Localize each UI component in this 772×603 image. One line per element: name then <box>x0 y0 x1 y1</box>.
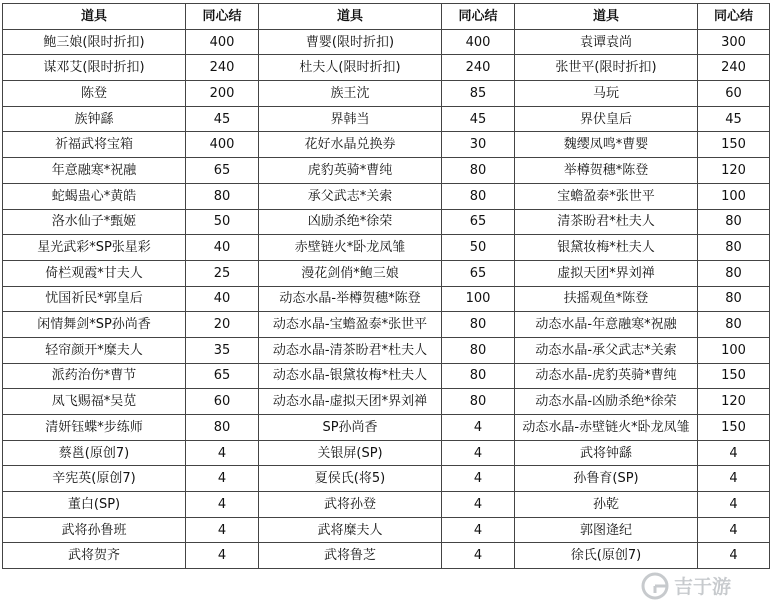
item-name-cell: 郭图逄纪 <box>515 517 698 543</box>
cost-cell: 65 <box>186 158 259 184</box>
table-row <box>3 492 770 518</box>
cost-cell: 120 <box>698 158 770 184</box>
table-row <box>3 389 770 415</box>
table-row <box>3 81 770 107</box>
item-name-cell: 孙乾 <box>515 492 698 518</box>
table-row <box>3 363 770 389</box>
cost-cell: 240 <box>442 55 515 81</box>
item-name-cell: 虎豹英骑*曹纯 <box>259 158 442 184</box>
item-name-cell: 动态水晶-虎豹英骑*曹纯 <box>515 363 698 389</box>
item-name-cell: 清茶盼君*杜夫人 <box>515 209 698 235</box>
item-name-cell: 动态水晶-赤壁链火*卧龙凤雏 <box>515 415 698 441</box>
item-name-cell: 曹婴(限时折扣) <box>259 29 442 55</box>
cost-cell: 4 <box>442 492 515 518</box>
cost-cell: 80 <box>442 312 515 338</box>
item-name-cell: 蔡邕(原创7) <box>3 440 186 466</box>
cost-cell: 150 <box>698 363 770 389</box>
item-name-cell: 关银屏(SP) <box>259 440 442 466</box>
table-row <box>3 543 770 569</box>
cost-cell: 4 <box>698 466 770 492</box>
item-name-cell: 武将鲁芝 <box>259 543 442 569</box>
cost-cell: 4 <box>698 543 770 569</box>
cost-cell: 80 <box>698 260 770 286</box>
g-logo-icon <box>643 574 667 598</box>
cost-cell: 100 <box>698 337 770 363</box>
item-name-cell: 漫花剑俏*鲍三娘 <box>259 260 442 286</box>
item-name-cell: 凶励杀绝*徐荣 <box>259 209 442 235</box>
cost-cell: 4 <box>698 440 770 466</box>
cost-cell: 240 <box>698 55 770 81</box>
cost-cell: 150 <box>698 415 770 441</box>
item-name-cell: 花好水晶兑换券 <box>259 132 442 158</box>
item-name-cell: 动态水晶-凶励杀绝*徐荣 <box>515 389 698 415</box>
cost-cell: 30 <box>442 132 515 158</box>
cost-cell: 400 <box>186 29 259 55</box>
table-row <box>3 29 770 55</box>
cost-cell: 4 <box>186 492 259 518</box>
item-name-cell: 举樽贺穗*陈登 <box>515 158 698 184</box>
item-name-cell: 倚栏观霞*甘夫人 <box>3 260 186 286</box>
cost-cell: 80 <box>442 363 515 389</box>
table-row <box>3 440 770 466</box>
item-name-cell: 张世平(限时折扣) <box>515 55 698 81</box>
cost-cell: 80 <box>698 209 770 235</box>
item-name-cell: 年意融寒*祝融 <box>3 158 186 184</box>
item-name-cell: 夏侯氏(将5) <box>259 466 442 492</box>
item-name-cell: 界伏皇后 <box>515 106 698 132</box>
cost-cell: 80 <box>442 389 515 415</box>
cost-cell: 85 <box>442 81 515 107</box>
column-header-item: 道具 <box>515 4 698 30</box>
cost-cell: 100 <box>442 286 515 312</box>
table-row <box>3 106 770 132</box>
item-name-cell: 赤壁链火*卧龙凤雏 <box>259 235 442 261</box>
item-name-cell: 闲情舞剑*SP孙尚香 <box>3 312 186 338</box>
cost-cell: 45 <box>186 106 259 132</box>
table-row <box>3 209 770 235</box>
column-header-item: 道具 <box>3 4 186 30</box>
cost-cell: 35 <box>186 337 259 363</box>
item-name-cell: 银黛妆梅*杜夫人 <box>515 235 698 261</box>
item-name-cell: SP孙尚香 <box>259 415 442 441</box>
item-name-cell: 洛水仙子*甄姬 <box>3 209 186 235</box>
item-name-cell: 武将糜夫人 <box>259 517 442 543</box>
cost-cell: 400 <box>186 132 259 158</box>
item-name-cell: 蛇蝎蛊心*黄皓 <box>3 183 186 209</box>
item-name-cell: 武将贺齐 <box>3 543 186 569</box>
cost-cell: 4 <box>442 466 515 492</box>
item-name-cell: 鲍三娘(限时折扣) <box>3 29 186 55</box>
cost-cell: 50 <box>186 209 259 235</box>
item-name-cell: 派药治伤*曹节 <box>3 363 186 389</box>
cost-cell: 80 <box>186 415 259 441</box>
watermark-text: 吉于游 <box>674 576 732 598</box>
cost-cell: 80 <box>442 337 515 363</box>
cost-cell: 40 <box>186 286 259 312</box>
table-row <box>3 337 770 363</box>
cost-cell: 4 <box>442 517 515 543</box>
item-name-cell: 谋邓艾(限时折扣) <box>3 55 186 81</box>
table-row <box>3 517 770 543</box>
item-name-cell: 孙鲁育(SP) <box>515 466 698 492</box>
column-header-cost: 同心结 <box>698 4 770 30</box>
cost-cell: 25 <box>186 260 259 286</box>
cost-cell: 65 <box>442 260 515 286</box>
item-name-cell: 武将钟繇 <box>515 440 698 466</box>
cost-cell: 100 <box>698 183 770 209</box>
table-body <box>3 29 770 568</box>
cost-cell: 4 <box>442 440 515 466</box>
cost-cell: 80 <box>442 158 515 184</box>
item-name-cell: 动态水晶-宝蟾盈泰*张世平 <box>259 312 442 338</box>
cost-cell: 400 <box>442 29 515 55</box>
table-header-row <box>3 4 770 30</box>
table-row <box>3 260 770 286</box>
cost-cell: 45 <box>442 106 515 132</box>
table-row <box>3 55 770 81</box>
cost-cell: 4 <box>186 466 259 492</box>
cost-cell: 60 <box>186 389 259 415</box>
cost-cell: 50 <box>442 235 515 261</box>
table-row <box>3 415 770 441</box>
item-name-cell: 董白(SP) <box>3 492 186 518</box>
cost-cell: 150 <box>698 132 770 158</box>
cost-cell: 20 <box>186 312 259 338</box>
item-name-cell: 忧国祈民*郭皇后 <box>3 286 186 312</box>
item-name-cell: 动态水晶-清茶盼君*杜夫人 <box>259 337 442 363</box>
cost-cell: 4 <box>442 415 515 441</box>
item-name-cell: 武将孙鲁班 <box>3 517 186 543</box>
cost-cell: 65 <box>186 363 259 389</box>
cost-cell: 4 <box>186 517 259 543</box>
table-row <box>3 286 770 312</box>
cost-cell: 40 <box>186 235 259 261</box>
item-name-cell: 星光武彩*SP张星彩 <box>3 235 186 261</box>
cost-cell: 80 <box>442 183 515 209</box>
item-name-cell: 界韩当 <box>259 106 442 132</box>
cost-cell: 4 <box>698 517 770 543</box>
column-header-cost: 同心结 <box>442 4 515 30</box>
gift-exchange-table <box>2 3 770 569</box>
cost-cell: 200 <box>186 81 259 107</box>
item-name-cell: 袁谭袁尚 <box>515 29 698 55</box>
item-name-cell: 宝蟾盈泰*张世平 <box>515 183 698 209</box>
table-row <box>3 158 770 184</box>
cost-cell: 80 <box>698 312 770 338</box>
cost-cell: 4 <box>186 543 259 569</box>
item-name-cell: 动态水晶-承父武志*关索 <box>515 337 698 363</box>
cost-cell: 80 <box>698 235 770 261</box>
table-row <box>3 235 770 261</box>
item-name-cell: 族王沈 <box>259 81 442 107</box>
item-name-cell: 马玩 <box>515 81 698 107</box>
cost-cell: 65 <box>442 209 515 235</box>
cost-cell: 4 <box>442 543 515 569</box>
item-name-cell: 武将孙登 <box>259 492 442 518</box>
watermark <box>640 571 768 601</box>
item-name-cell: 动态水晶-虚拟天团*界刘禅 <box>259 389 442 415</box>
item-name-cell: 轻帘颜开*糜夫人 <box>3 337 186 363</box>
item-name-cell: 凤飞赐福*吴苋 <box>3 389 186 415</box>
cost-cell: 4 <box>186 440 259 466</box>
cost-cell: 240 <box>186 55 259 81</box>
cost-cell: 4 <box>698 492 770 518</box>
item-name-cell: 承父武志*关索 <box>259 183 442 209</box>
cost-cell: 45 <box>698 106 770 132</box>
column-header-item: 道具 <box>259 4 442 30</box>
table-row <box>3 132 770 158</box>
item-name-cell: 动态水晶-银黛妆梅*杜夫人 <box>259 363 442 389</box>
item-name-cell: 动态水晶-举樽贺穗*陈登 <box>259 286 442 312</box>
item-name-cell: 族钟繇 <box>3 106 186 132</box>
item-name-cell: 徐氏(原创7) <box>515 543 698 569</box>
table-row <box>3 312 770 338</box>
cost-cell: 80 <box>698 286 770 312</box>
cost-cell: 120 <box>698 389 770 415</box>
cost-cell: 80 <box>186 183 259 209</box>
item-name-cell: 虚拟天团*界刘禅 <box>515 260 698 286</box>
item-name-cell: 杜夫人(限时折扣) <box>259 55 442 81</box>
item-name-cell: 扶摇观鱼*陈登 <box>515 286 698 312</box>
item-name-cell: 祈福武将宝箱 <box>3 132 186 158</box>
item-name-cell: 魏缨凤鸣*曹婴 <box>515 132 698 158</box>
item-name-cell: 陈登 <box>3 81 186 107</box>
cost-cell: 300 <box>698 29 770 55</box>
table-row <box>3 466 770 492</box>
column-header-cost: 同心结 <box>186 4 259 30</box>
cost-cell: 60 <box>698 81 770 107</box>
item-name-cell: 动态水晶-年意融寒*祝融 <box>515 312 698 338</box>
table-row <box>3 183 770 209</box>
item-name-cell: 清妍钰蝶*步练师 <box>3 415 186 441</box>
item-name-cell: 辛宪英(原创7) <box>3 466 186 492</box>
